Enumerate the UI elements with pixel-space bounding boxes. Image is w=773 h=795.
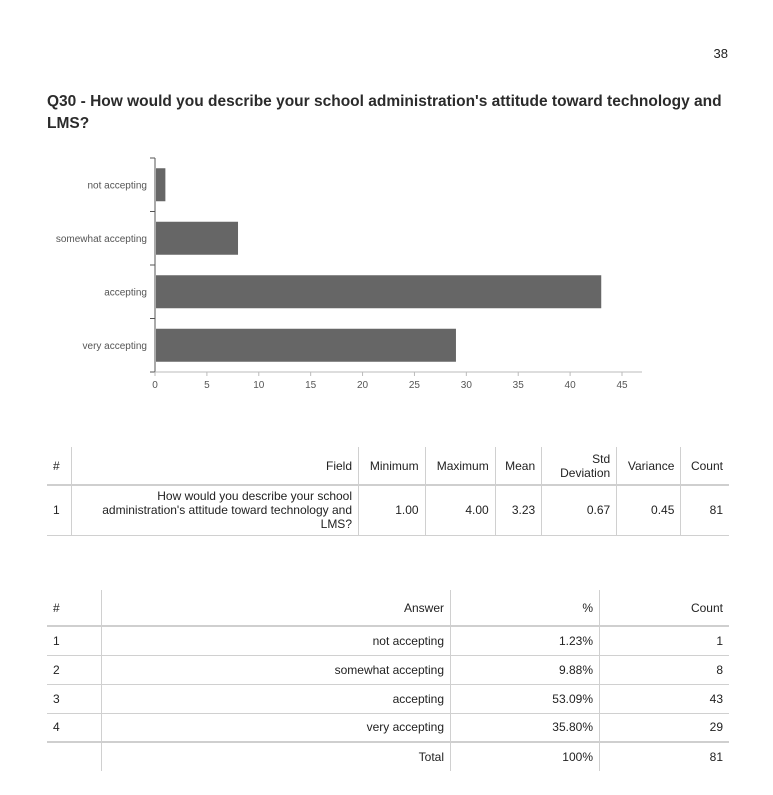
stats-header-var: Variance (617, 447, 681, 485)
stats-cell-min: 1.00 (359, 485, 426, 535)
x-tick-label: 25 (408, 380, 421, 391)
answer-distribution-table (47, 590, 729, 771)
answer-cell-answer: accepting (102, 684, 451, 713)
answer-cell-count: 1 (600, 626, 730, 655)
answer-cell-num: 2 (47, 655, 102, 684)
x-tick-label: 30 (460, 380, 472, 391)
stats-header-min: Minimum (359, 447, 426, 485)
question-title: Q30 - How would you describe your school administration's attitude toward technology and LMS? (47, 93, 722, 132)
answer-cell-answer: somewhat accepting (102, 655, 451, 684)
bar (156, 222, 238, 255)
y-tick-label: accepting (104, 287, 147, 299)
stats-cell-field: How would you describe your school administration's attitude toward technology and LMS? (72, 485, 359, 535)
answer-row (47, 626, 729, 655)
answer-row (47, 713, 729, 742)
answer-total-pct: 100% (451, 742, 600, 771)
answer-row (47, 684, 729, 713)
stats-row (47, 485, 729, 535)
answer-header-answer: Answer (102, 590, 451, 626)
answer-cell-answer: not accepting (102, 626, 451, 655)
stats-header-field: Field (72, 447, 359, 485)
answer-total-label: Total (102, 742, 451, 771)
answer-cell-pct: 9.88% (451, 655, 600, 684)
answer-cell-count: 43 (600, 684, 730, 713)
answer-cell-count: 29 (600, 713, 730, 742)
answer-header-row (47, 590, 729, 626)
answer-cell-count: 8 (600, 655, 730, 684)
stats-cell-num: 1 (47, 485, 72, 535)
x-tick-label: 0 (152, 380, 158, 391)
page-number: 38 (713, 46, 728, 61)
stats-header-row (47, 447, 729, 485)
bar (156, 329, 456, 362)
x-tick-label: 35 (512, 380, 524, 391)
bar (156, 168, 165, 201)
stats-cell-mean: 3.23 (495, 485, 541, 535)
answer-cell-num: 1 (47, 626, 102, 655)
stats-header-std: Std Deviation (542, 447, 617, 485)
answer-header-num: # (47, 590, 102, 626)
y-tick-label: very accepting (82, 340, 147, 352)
answer-cell-pct: 53.09% (451, 684, 600, 713)
answer-total-count: 81 (600, 742, 730, 771)
bar (156, 275, 601, 308)
answer-header-pct: % (451, 590, 600, 626)
answer-cell-pct: 35.80% (451, 713, 600, 742)
stats-header-num: # (47, 447, 72, 485)
summary-statistics-table (47, 447, 729, 536)
x-tick-label: 45 (616, 380, 628, 391)
stats-cell-count: 81 (681, 485, 729, 535)
stats-cell-max: 4.00 (425, 485, 495, 535)
answer-cell-answer: very accepting (102, 713, 451, 742)
stats-header-count: Count (681, 447, 729, 485)
stats-header-max: Maximum (425, 447, 495, 485)
x-tick-label: 20 (356, 380, 369, 391)
stats-cell-std: 0.67 (542, 485, 617, 535)
answer-row (47, 655, 729, 684)
stats-cell-var: 0.45 (617, 485, 681, 535)
answer-total-num (47, 742, 102, 771)
x-tick-label: 15 (305, 380, 317, 391)
answer-cell-num: 4 (47, 713, 102, 742)
x-tick-label: 40 (564, 380, 576, 391)
x-tick-label: 5 (204, 380, 210, 391)
y-tick-label: somewhat accepting (55, 233, 147, 245)
y-tick-label: not accepting (87, 180, 147, 192)
answer-total-row (47, 742, 729, 771)
stats-header-mean: Mean (495, 447, 541, 485)
answer-header-count: Count (600, 590, 730, 626)
bar-chart (40, 150, 660, 400)
answer-cell-pct: 1.23% (451, 626, 600, 655)
answer-cell-num: 3 (47, 684, 102, 713)
x-tick-label: 10 (253, 380, 265, 391)
